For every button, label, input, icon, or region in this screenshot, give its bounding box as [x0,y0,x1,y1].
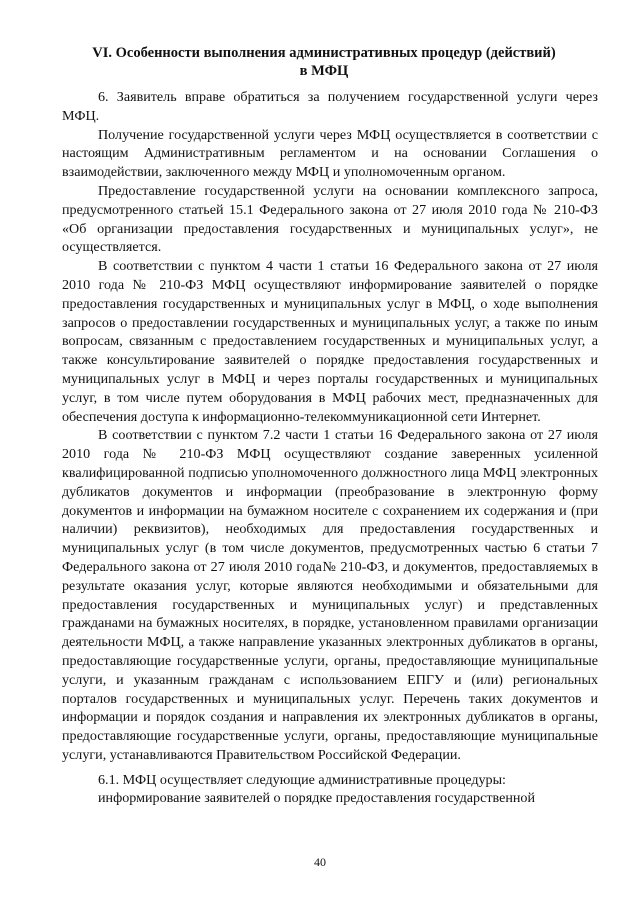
paragraph-list-start: информирование заявителей о порядке предоставления государственной [98,790,536,807]
paragraph-mfc-receipt: Получение государственной услуги через МФЦ осуществляется в соответствии с настоящим Административным регламентом и на основании Соглашения о взаимодействии, заключенного между МФЦ и уполномоченным органом. [62,126,598,181]
section-title-line-1: VI. Особенности выполнения административных процедур (действий) [92,45,556,61]
section-title [62,44,598,80]
paragraph-electronic-duplicates: В соответствии с пунктом 7.2 части 1 статьи 16 Федерального закона от 27 июля 2010 года № 210-ФЗ МФЦ осуществляют создание заверенных усиленной квалифицированной подписью уполномоченного должностного лица МФЦ электронных дубликатов документов и информации (преобразование в электронную форму документов и информации на бумажном носителе с сохранением их содержания и (при наличии) реквизитов), необходимых для предоставления государственных и муниципальных услуг (в том числе документов, предусмотренных частью 6 статьи 7 Федерального закона от 27 июля 2010 года№ 210-ФЗ, и документов, предоставляемых в результате оказания услуг, которые являются необходимыми и обязательными для предоставления государственных и муниципальных услуг) и представленных гражданами на бумажных носителях, в порядке, установленном правилами организации деятельности МФЦ, а также направление указанных электронных дубликатов в органы, предоставляющие государственные услуги, органы, предоставляющие муниципальные услуги, и указанным гражданам с использованием ЕПГУ и (или) региональных порталов государственных и муниципальных услуг. Перечень таких документов и информации и порядок создания и направления их электронных дубликатов в органы, предоставляющие государственные услуги, органы, предоставляющие муниципальные услуги, устанавливаются Правительством Российской Федерации. [62,427,598,763]
document-body [62,88,598,808]
page-number: 40 [314,855,326,869]
paragraph-6-1: 6.1. МФЦ осуществляет следующие административные процедуры: [98,771,506,788]
section-title-line-2: в МФЦ [299,63,349,79]
paragraph-complex-request: Предоставление государственной услуги на основании комплексного запроса, предусмотренного статьей 15.1 Федерального закона от 27 июля 2010 года № 210-ФЗ «Об организации предоставления государственных и муниципальных услуг», не осуществляется. [62,182,598,256]
paragraph-informing: В соответствии с пунктом 4 части 1 статьи 16 Федерального закона от 27 июля 2010 года № 210-ФЗ МФЦ осуществляют информирование заявителей о порядке предоставления государственных и муниципальных услуг в МФЦ, о ходе выполнения запросов о предоставлении государственных и муниципальных услуг, а также по иным вопросам, связанным с предоставлением государственных и муниципальных услуг, а также консультирование заявителей о порядке предоставления государственных и муниципальных услуг в МФЦ и через порталы государственных и муниципальных услуг, в том числе путем оборудования в МФЦ рабочих мест, предназначенных для обеспечения доступа к информационно-телекоммуникационной сети Интернет. [62,258,598,425]
paragraph-6: 6. Заявитель вправе обратиться за получением государственной услуги через МФЦ. [62,89,598,124]
